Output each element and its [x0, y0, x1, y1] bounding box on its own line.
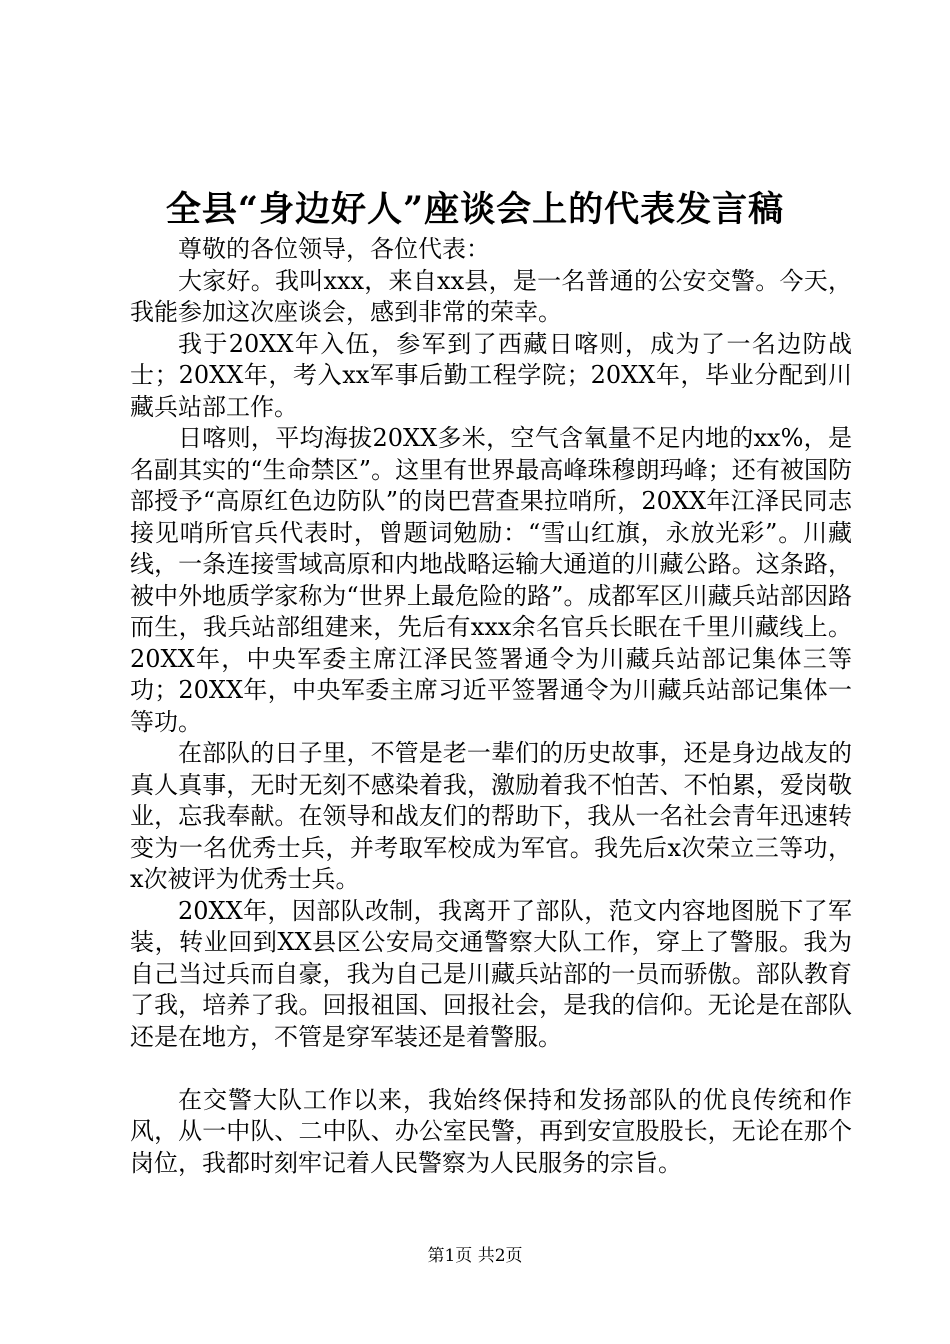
body-paragraph: 大家好。我叫xxx，来自xx县，是一名普通的公安交警。今天，我能参加这次座谈会，感到非常的荣幸。	[130, 266, 852, 326]
document-body	[130, 234, 852, 1179]
body-paragraph: 20XX年，因部队改制，我离开了部队，范文内容地图脱下了军装，转业回到XX县区公安局交通警察大队工作，穿上了警服。我为自己当过兵而自豪，我为自己是川藏兵站部的一员而骄傲。部队教育了我，培养了我。回报祖国、回报社会，是我的信仰。无论是在部队还是在地方，不管是穿军装还是着警服。	[130, 896, 852, 1051]
body-paragraph: 我于20XX年入伍，参军到了西藏日喀则，成为了一名边防战士；20XX年，考入xx军事后勤工程学院；20XX年，毕业分配到川藏兵站部工作。	[130, 329, 852, 421]
body-paragraph: 日喀则，平均海拔20XX多米，空气含氧量不足内地的xx%，是名副其实的“生命禁区”。这里有世界最高峰珠穆朗玛峰；还有被国防部授予“高原红色边防队”的岗巴营查果拉哨所，20XX年江泽民同志接见哨所官兵代表时，曾题词勉励：“雪山红旗，永放光彩”。川藏线，一条连接雪域高原和内地战略运输大通道的川藏公路。这条路，被中外地质学家称为“世界上最危险的路”。成都军区川藏兵站部因路而生，我兵站部组建来，先后有xxx余名官兵长眠在千里川藏线上。20XX年，中央军委主席江泽民签署通令为川藏兵站部记集体三等功；20XX年，中央军委主席习近平签署通令为川藏兵站部记集体一等功。	[130, 424, 852, 736]
document-title: 全县“身边好人”座谈会上的代表发言稿	[165, 189, 785, 230]
page-number-footer: 第1页 共2页	[427, 1246, 523, 1266]
body-paragraph: 在交警大队工作以来，我始终保持和发扬部队的优良传统和作风，从一中队、二中队、办公室民警，再到安宣股股长，无论在那个岗位，我都时刻牢记着人民警察为人民服务的宗旨。	[130, 1085, 852, 1177]
body-paragraph: 在部队的日子里，不管是老一辈们的历史故事，还是身边战友的真人真事，无时无刻不感染着我，激励着我不怕苦、不怕累，爱岗敬业，忘我奉献。在领导和战友们的帮助下，我从一名社会青年迅速转变为一名优秀士兵，并考取军校成为军官。我先后x次荣立三等功，x次被评为优秀士兵。	[130, 739, 852, 893]
salutation-paragraph: 尊敬的各位领导，各位代表：	[178, 235, 490, 263]
